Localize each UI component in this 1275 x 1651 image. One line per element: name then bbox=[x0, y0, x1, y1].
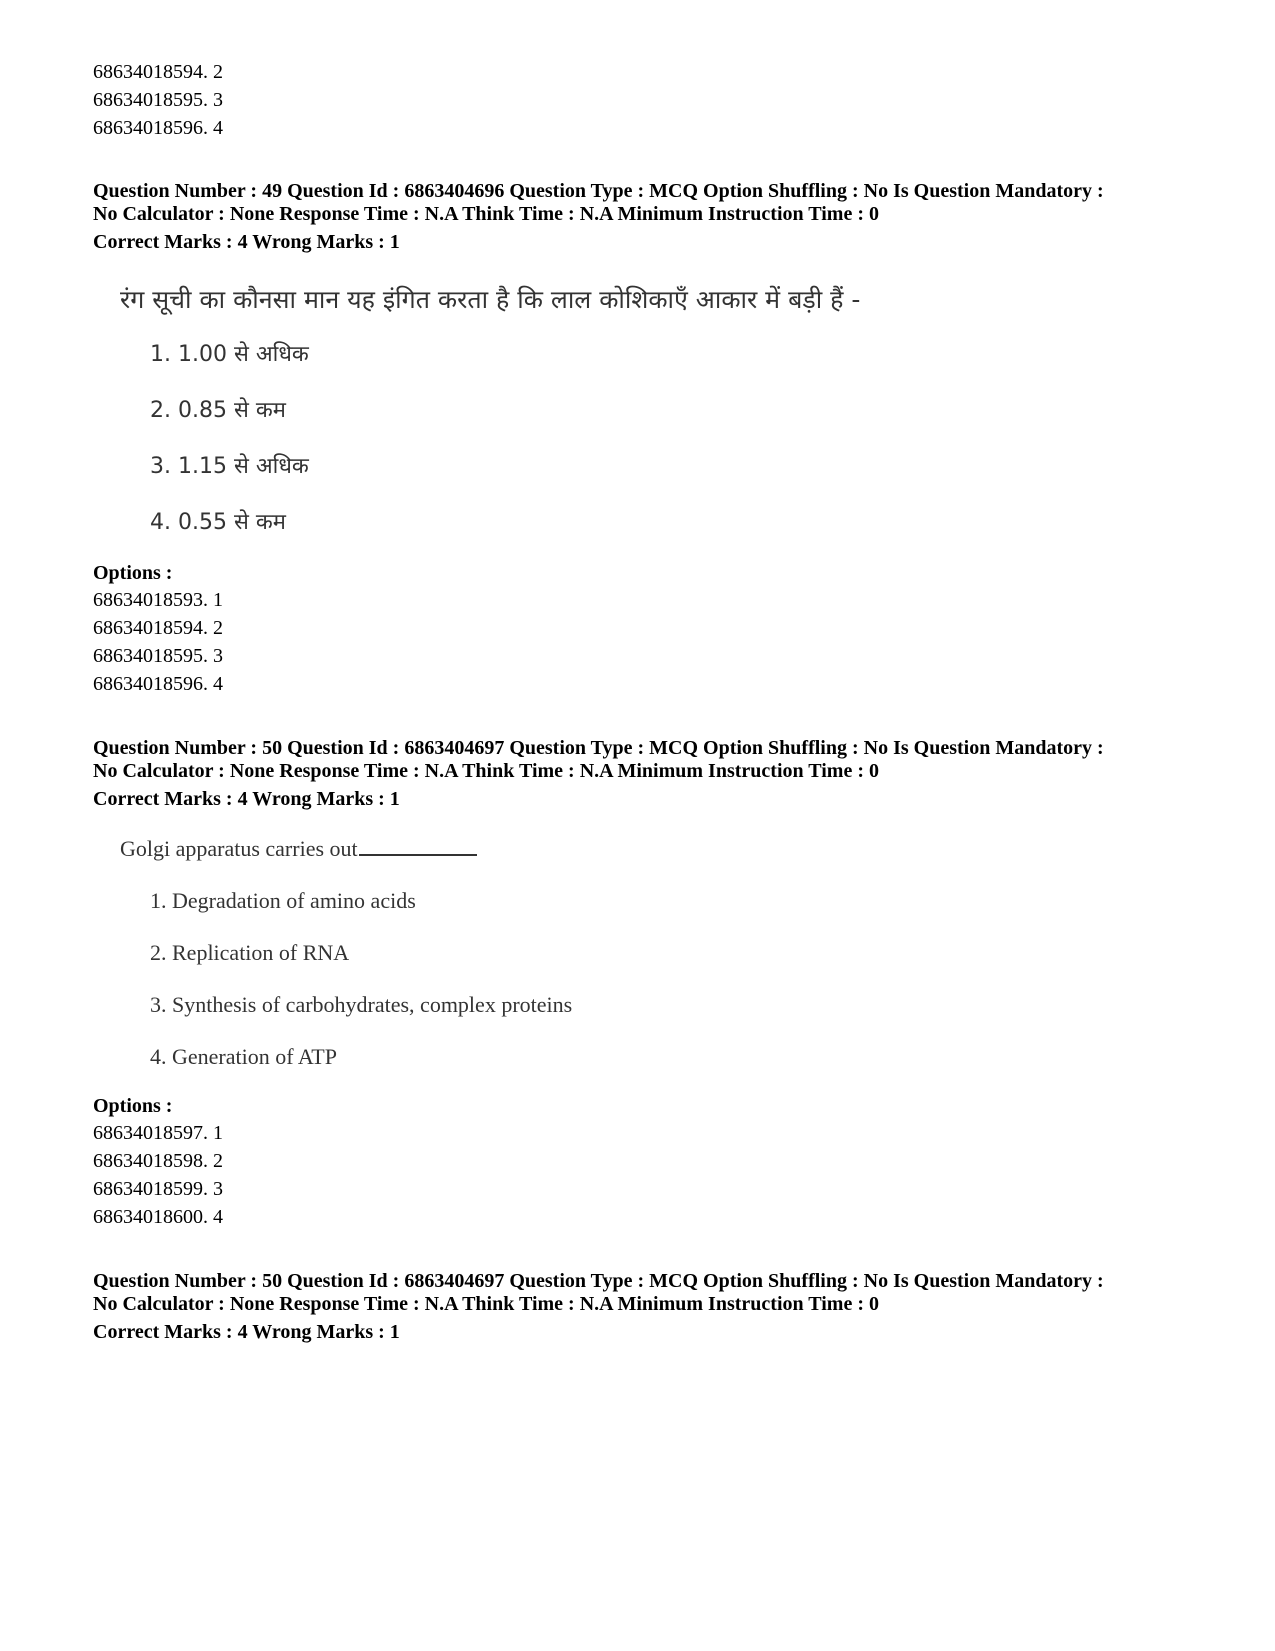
question-choice: 2. 0.85 से कम bbox=[150, 398, 286, 423]
question-header: No Calculator : None Response Time : N.A Think Time : N.A Minimum Instruction Time : 0 bbox=[93, 203, 879, 225]
question-stem-text: Golgi apparatus carries out bbox=[120, 836, 358, 861]
option-line: 68634018596. 4 bbox=[93, 117, 223, 139]
option-line: 68634018595. 3 bbox=[93, 89, 223, 111]
options-label: Options : bbox=[93, 562, 173, 584]
option-line: 68634018596. 4 bbox=[93, 673, 223, 695]
question-stem: रंग सूची का कौनसा मान यह इंगित करता है कि लाल कोशिकाएँ आकार में बड़ी हैं - bbox=[120, 285, 861, 314]
question-header: Question Number : 50 Question Id : 6863404697 Question Type : MCQ Option Shuffling : No Is Question Mandatory : bbox=[93, 1270, 1104, 1292]
option-line: 68634018594. 2 bbox=[93, 617, 223, 639]
question-choice: 2. Replication of RNA bbox=[150, 940, 350, 965]
question-header: Question Number : 49 Question Id : 6863404696 Question Type : MCQ Option Shuffling : No Is Question Mandatory : bbox=[93, 180, 1104, 202]
question-choice: 3. 1.15 से अधिक bbox=[150, 454, 309, 479]
question-choice: 1. 1.00 से अधिक bbox=[150, 342, 309, 367]
answer-blank bbox=[359, 834, 477, 856]
question-choice: 1. Degradation of amino acids bbox=[150, 888, 416, 913]
question-header: Question Number : 50 Question Id : 6863404697 Question Type : MCQ Option Shuffling : No Is Question Mandatory : bbox=[93, 737, 1104, 759]
question-marks: Correct Marks : 4 Wrong Marks : 1 bbox=[93, 788, 400, 810]
question-stem bbox=[120, 834, 477, 864]
question-marks: Correct Marks : 4 Wrong Marks : 1 bbox=[93, 1321, 400, 1343]
options-label: Options : bbox=[93, 1095, 173, 1117]
option-line: 68634018599. 3 bbox=[93, 1178, 223, 1200]
question-header: No Calculator : None Response Time : N.A Think Time : N.A Minimum Instruction Time : 0 bbox=[93, 760, 879, 782]
question-choice: 4. Generation of ATP bbox=[150, 1044, 337, 1069]
question-choice: 3. Synthesis of carbohydrates, complex proteins bbox=[150, 992, 573, 1017]
question-marks: Correct Marks : 4 Wrong Marks : 1 bbox=[93, 231, 400, 253]
option-line: 68634018597. 1 bbox=[93, 1122, 223, 1144]
option-line: 68634018600. 4 bbox=[93, 1206, 223, 1228]
question-header: No Calculator : None Response Time : N.A Think Time : N.A Minimum Instruction Time : 0 bbox=[93, 1293, 879, 1315]
question-choice: 4. 0.55 से कम bbox=[150, 510, 286, 535]
option-line: 68634018598. 2 bbox=[93, 1150, 223, 1172]
option-line: 68634018595. 3 bbox=[93, 645, 223, 667]
option-line: 68634018593. 1 bbox=[93, 589, 223, 611]
option-line: 68634018594. 2 bbox=[93, 61, 223, 83]
